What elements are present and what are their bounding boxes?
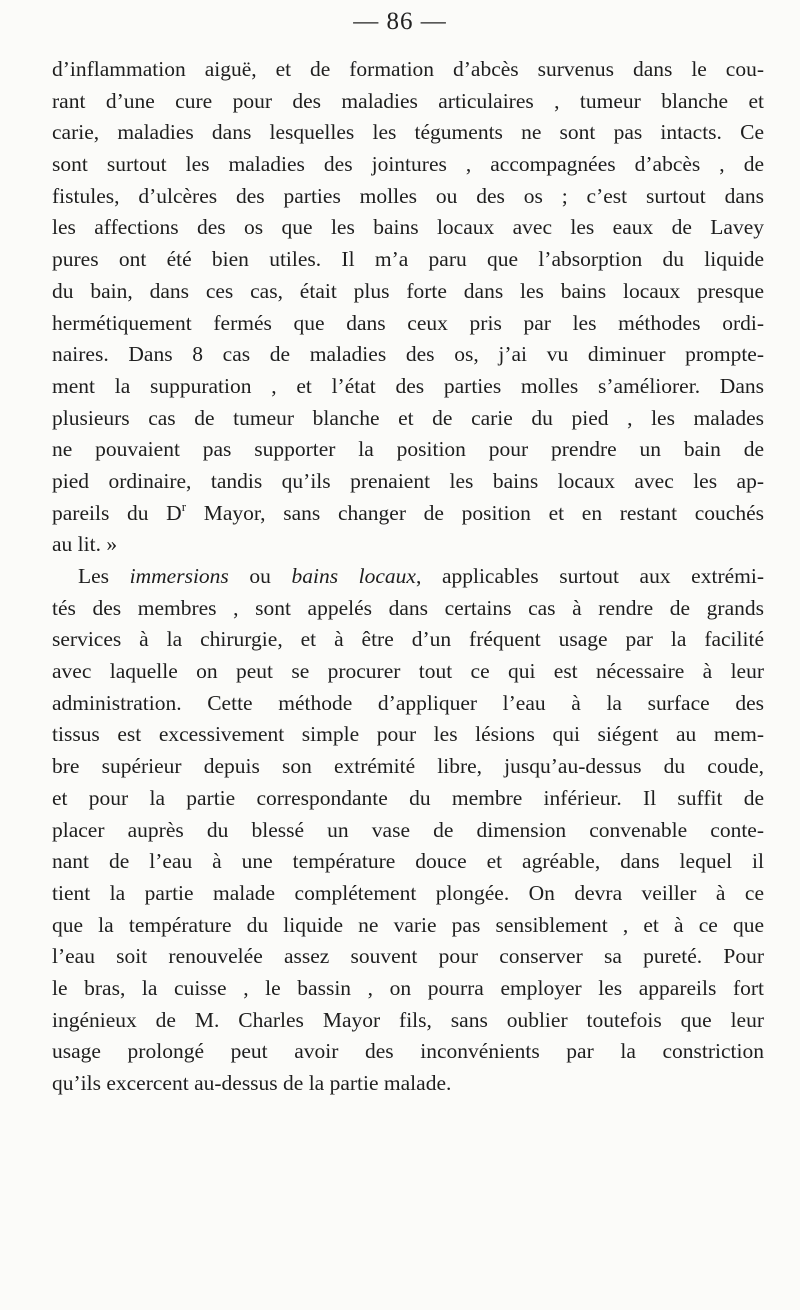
- text-line: sont surtout les maladies des jointures , accompagnées d’abcès , de: [52, 152, 764, 177]
- text-line: le bras, la cuisse , le bassin , on pourra employer les appareils fort: [52, 975, 764, 1000]
- text-line: tissus est excessivement simple pour les lésions qui siégent au mem-: [52, 722, 764, 747]
- page-number: — 86 —: [353, 8, 447, 35]
- superscript: r: [181, 498, 187, 514]
- text-line: avec laquelle on peut se procurer tout ce qui est nécessaire à leur: [52, 659, 764, 684]
- text-segment: ou: [228, 564, 292, 588]
- text-line: et pour la partie correspondante du membre inférieur. Il suffit de: [52, 785, 764, 810]
- text-line: l’eau soit renouvelée assez souvent pour conserver sa pureté. Pour: [52, 944, 764, 969]
- text-line: tient la partie malade complétement plongée. On devra veiller à ce: [52, 880, 764, 905]
- text-line: ingénieux de M. Charles Mayor fils, sans oublier toutefois que leur: [52, 1007, 764, 1032]
- text-line: au lit. »: [52, 532, 118, 557]
- text-line: d’inflammation aiguë, et de formation d’abcès survenus dans le cou-: [52, 57, 764, 81]
- text-line: ne pouvaient pas supporter la position pour prendre un bain de: [52, 437, 764, 462]
- text-line: pures ont été bien utiles. Il m’a paru que l’absorption du liquide: [52, 247, 764, 272]
- text-line: bre supérieur depuis son extrémité libre, jusqu’au-dessus du coude,: [52, 754, 764, 779]
- text-segment: , applicables surtout aux extrémi-: [415, 564, 765, 588]
- italic-term: immersions: [129, 564, 229, 588]
- text-line: du bain, dans ces cas, était plus forte dans les bains locaux presque: [52, 278, 764, 303]
- text-line: administration. Cette méthode d’appliquer l’eau à la surface des: [52, 690, 764, 715]
- text-line: tés des membres , sont appelés dans certains cas à rendre de grands: [52, 595, 764, 620]
- text-line: fistules, d’ulcères des parties molles ou des os ; c’est surtout dans: [52, 183, 764, 208]
- text-line: [52, 498, 764, 530]
- text-line: placer auprès du blessé un vase de dimension convenable conte-: [52, 817, 764, 842]
- text-line: services à la chirurgie, et à être d’un fréquent usage par la facilité: [52, 627, 764, 652]
- text-line: carie, maladies dans lesquelles les téguments ne sont pas intacts. Ce: [52, 120, 764, 145]
- text-line: usage prolongé peut avoir des inconvénients par la constriction: [52, 1039, 764, 1064]
- text-segment: Mayor, sans changer de position et en restant couchés: [186, 500, 764, 525]
- italic-term: bains locaux: [291, 564, 416, 588]
- text-line: les affections des os que les bains locaux avec les eaux de Lavey: [52, 215, 764, 240]
- text-line: naires. Dans 8 cas de maladies des os, j’ai vu diminuer prompte-: [52, 342, 764, 367]
- paragraph-1: [52, 54, 764, 561]
- text-segment: pareils du D: [52, 500, 182, 525]
- text-segment: Les: [78, 564, 130, 588]
- text-line: nant de l’eau à une température douce et agréable, dans lequel il: [52, 849, 764, 874]
- paragraph-2: [52, 561, 764, 1100]
- text-line: que la température du liquide ne varie pas sensiblement , et à ce que: [52, 912, 764, 937]
- text-line: plusieurs cas de tumeur blanche et de carie du pied , les malades: [52, 405, 764, 430]
- body-text: [52, 54, 764, 1100]
- text-line: hermétiquement fermés que dans ceux pris par les méthodes ordi-: [52, 310, 764, 335]
- text-line: pied ordinaire, tandis qu’ils prenaient les bains locaux avec les ap-: [52, 468, 764, 493]
- text-line: rant d’une cure pour des maladies articulaires , tumeur blanche et: [52, 88, 764, 113]
- text-line: ment la suppuration , et l’état des parties molles s’améliorer. Dans: [52, 373, 764, 398]
- text-line: [52, 561, 764, 593]
- text-line: qu’ils excercent au-dessus de la partie malade.: [52, 1071, 452, 1095]
